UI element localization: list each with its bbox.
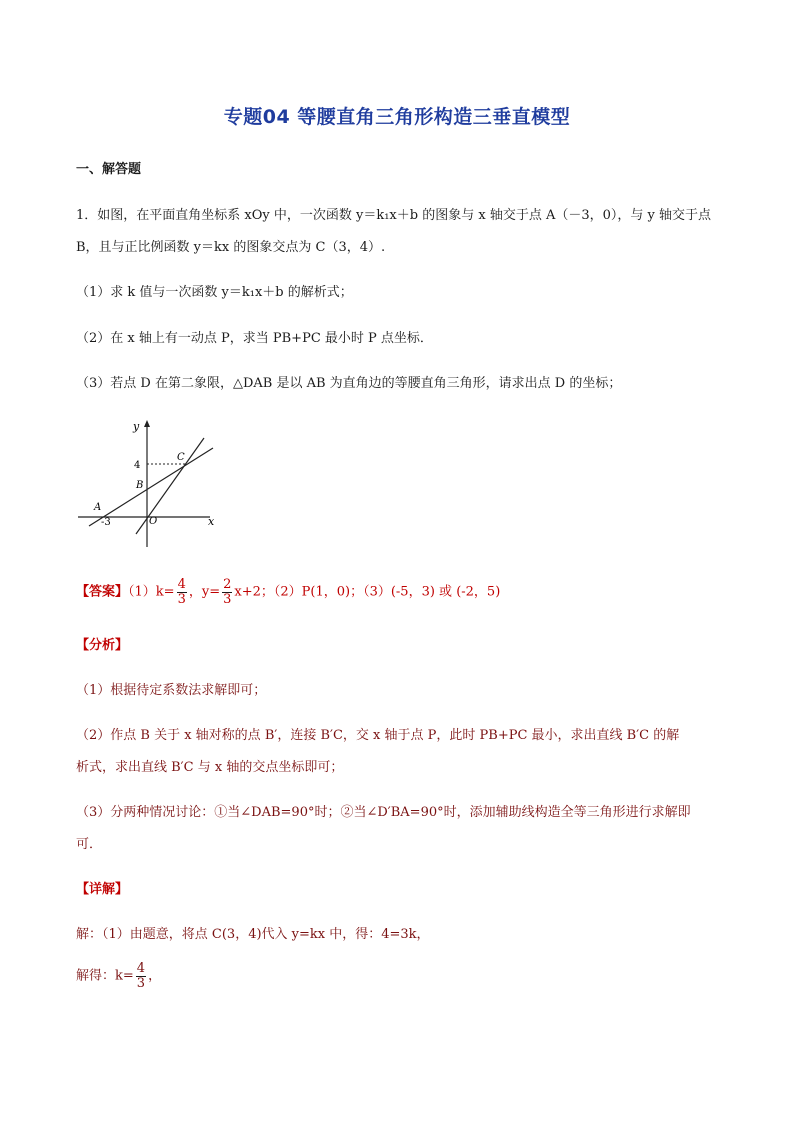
answer-k-fraction <box>177 578 187 606</box>
analysis-label: 【分析】 <box>76 638 129 653</box>
analysis-3-line-2: 可． <box>76 837 103 852</box>
point-a-label: A <box>94 502 102 513</box>
answer-part-3: x+2；（2）P(1，0)；（3）(-5，3) 或 (-2，5) <box>234 584 501 600</box>
answer-k-numerator: 4 <box>177 577 186 592</box>
tick-y-label: 4 <box>134 460 141 471</box>
detail-k-denominator: 3 <box>136 975 146 991</box>
answer-part-2: ，y= <box>188 584 221 600</box>
answer-slope-numerator: 2 <box>223 577 232 592</box>
answer-slope-fraction <box>222 578 232 606</box>
answer-slope-denominator: 3 <box>223 591 232 607</box>
point-b-label: B <box>136 480 144 491</box>
detail-line-2 <box>76 962 161 990</box>
tick-x-label: -3 <box>101 517 111 528</box>
y-axis-arrow <box>144 420 150 427</box>
problem-line-1: 1．如图，在平面直角坐标系 xOy 中，一次函数 y＝k₁x＋b 的图象与 x 轴交于点 A（－3，0），与 y 轴交于点 <box>76 208 711 223</box>
origin-label: O <box>149 516 158 527</box>
answer-line <box>76 578 500 606</box>
detail-k-fraction <box>136 962 146 990</box>
detail-line-1: 解：（1）由题意，将点 C(3，4)代入 y=kx 中，得：4=3k， <box>76 927 430 942</box>
question-1: （1）求 k 值与一次函数 y＝k₁x＋b 的解析式； <box>76 285 353 300</box>
detail-line-2-suffix: ， <box>148 968 162 984</box>
analysis-1: （1）根据待定系数法求解即可； <box>76 683 267 698</box>
point-c-label: C <box>177 452 185 463</box>
detail-k-numerator: 4 <box>136 961 146 976</box>
analysis-2-line-2: 析式，求出直线 B′C 与 x 轴的交点坐标即可； <box>76 760 344 775</box>
coordinate-figure <box>74 418 224 550</box>
page-title: 专题04 等腰直角三角形构造三垂直模型 <box>223 106 571 128</box>
analysis-3-line-1: （3）分两种情况讨论：①当∠DAB=90°时；②当∠D′BA=90°时，添加辅助线构造全等三角形进行求解即 <box>76 805 691 820</box>
question-2: （2）在 x 轴上有一动点 P，求当 PB+PC 最小时 P 点坐标． <box>76 331 433 346</box>
x-axis-label: x <box>208 515 215 528</box>
answer-part-1: （1）k= <box>128 584 175 600</box>
question-3: （3）若点 D 在第二象限，△DAB 是以 AB 为直角边的等腰直角三角形，请求出点 D 的坐标； <box>76 376 622 391</box>
section-heading: 一、解答题 <box>76 162 142 177</box>
answer-k-denominator: 3 <box>177 591 186 607</box>
detail-label: 【详解】 <box>76 882 129 897</box>
detail-line-2-prefix: 解得：k= <box>76 968 134 984</box>
answer-label: 【答案】 <box>76 584 129 600</box>
line-oc <box>136 438 204 534</box>
line-ab <box>89 448 213 526</box>
problem-line-2: B，且与正比例函数 y＝kx 的图象交点为 C（3，4）. <box>76 240 386 255</box>
analysis-2-line-1: （2）作点 B 关于 x 轴对称的点 B′，连接 B′C，交 x 轴于点 P，此时 PB+PC 最小，求出直线 B′C 的解 <box>76 728 680 743</box>
y-axis-label: y <box>133 420 140 433</box>
